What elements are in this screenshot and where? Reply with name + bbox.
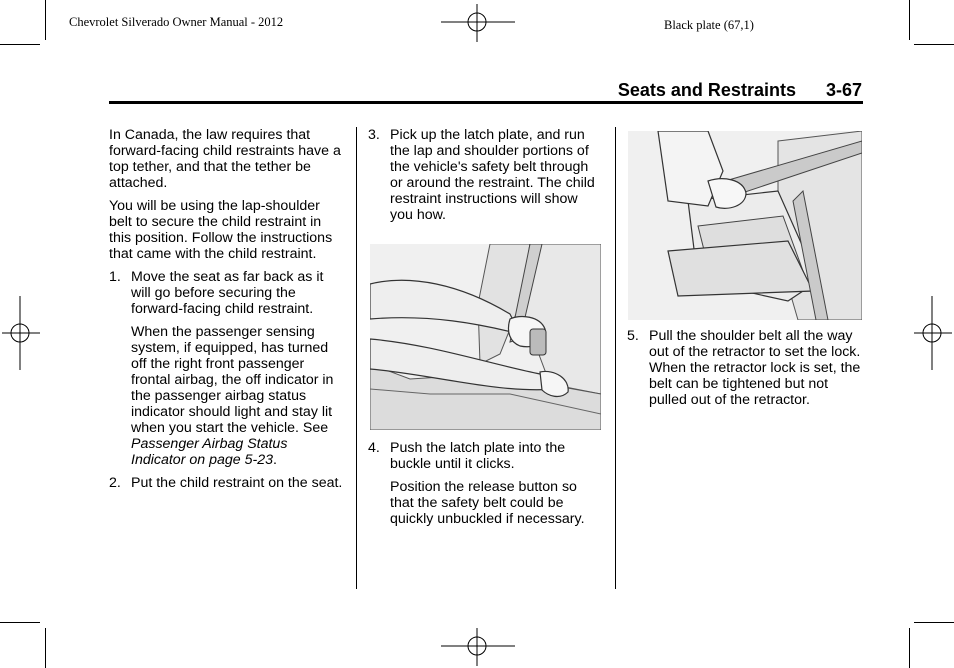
step-1 <box>109 269 345 317</box>
step-5 <box>627 328 863 408</box>
column-2 <box>368 127 604 230</box>
cross-reference-link[interactable]: Passenger Airbag Status Indicator on page 5-23 <box>131 436 288 468</box>
step-1-note <box>109 324 345 468</box>
step-3 <box>368 127 604 223</box>
step-number: 1. <box>109 269 121 285</box>
column-1 <box>109 127 345 498</box>
column-divider-2 <box>615 127 616 589</box>
step-4 <box>368 440 604 472</box>
step-text: Move the seat as far back as it will go before securing the forward-facing child restraint. <box>131 269 324 317</box>
step-text: Put the child restraint on the seat. <box>131 475 343 491</box>
print-header-left: Chevrolet Silverado Owner Manual - 2012 <box>69 15 284 29</box>
note-text: When the passenger sensing system, if equipped, has turned off the right front passenger frontal airbag, the off indicator in the passenger airbag status indicator should light and stay lit when you start the vehicle. See <box>131 324 334 436</box>
print-header-right: Black plate (67,1) <box>664 18 754 32</box>
step-text: Push the latch plate into the buckle until it clicks. <box>390 440 566 472</box>
step-number: 5. <box>627 328 639 344</box>
registration-mark-bottom <box>441 628 515 666</box>
step-4-note: Position the release button so that the safety belt could be quickly unbuckled if necessary. <box>390 479 585 527</box>
section-header <box>618 80 862 101</box>
column-divider-1 <box>356 127 357 589</box>
section-title: Seats and Restraints <box>617 80 796 100</box>
registration-mark-right <box>914 296 952 370</box>
column-2-lower <box>368 440 604 534</box>
step-number: 3. <box>368 127 380 143</box>
page-number: 3-67 <box>825 80 862 100</box>
illustration-shoulder-belt-retractor <box>628 131 862 320</box>
paragraph-lap-shoulder: You will be using the lap-shoulder belt to secure the child restraint in this position. Follow the instructions that came with the child restraint. <box>109 198 333 262</box>
paragraph-canada-law: In Canada, the law requires that forward-facing child restraints have a top tether, and that the tether be attached. <box>109 127 341 191</box>
column-3 <box>627 328 863 415</box>
step-2 <box>109 475 345 491</box>
illustration-latch-plate <box>370 244 601 430</box>
note-end: . <box>272 452 277 468</box>
registration-mark-top <box>441 4 515 42</box>
step-number: 2. <box>109 475 121 491</box>
header-rule <box>109 101 863 104</box>
registration-mark-left <box>2 296 40 370</box>
step-text: Pick up the latch plate, and run the lap and shoulder portions of the vehicle's safety belt through or around the restraint. The child restraint instructions will show you how. <box>390 127 595 223</box>
step-text: Pull the shoulder belt all the way out of the retractor to set the lock. When the retractor lock is set, the belt can be tightened but not pulled out of the retractor. <box>649 328 861 408</box>
step-number: 4. <box>368 440 380 456</box>
